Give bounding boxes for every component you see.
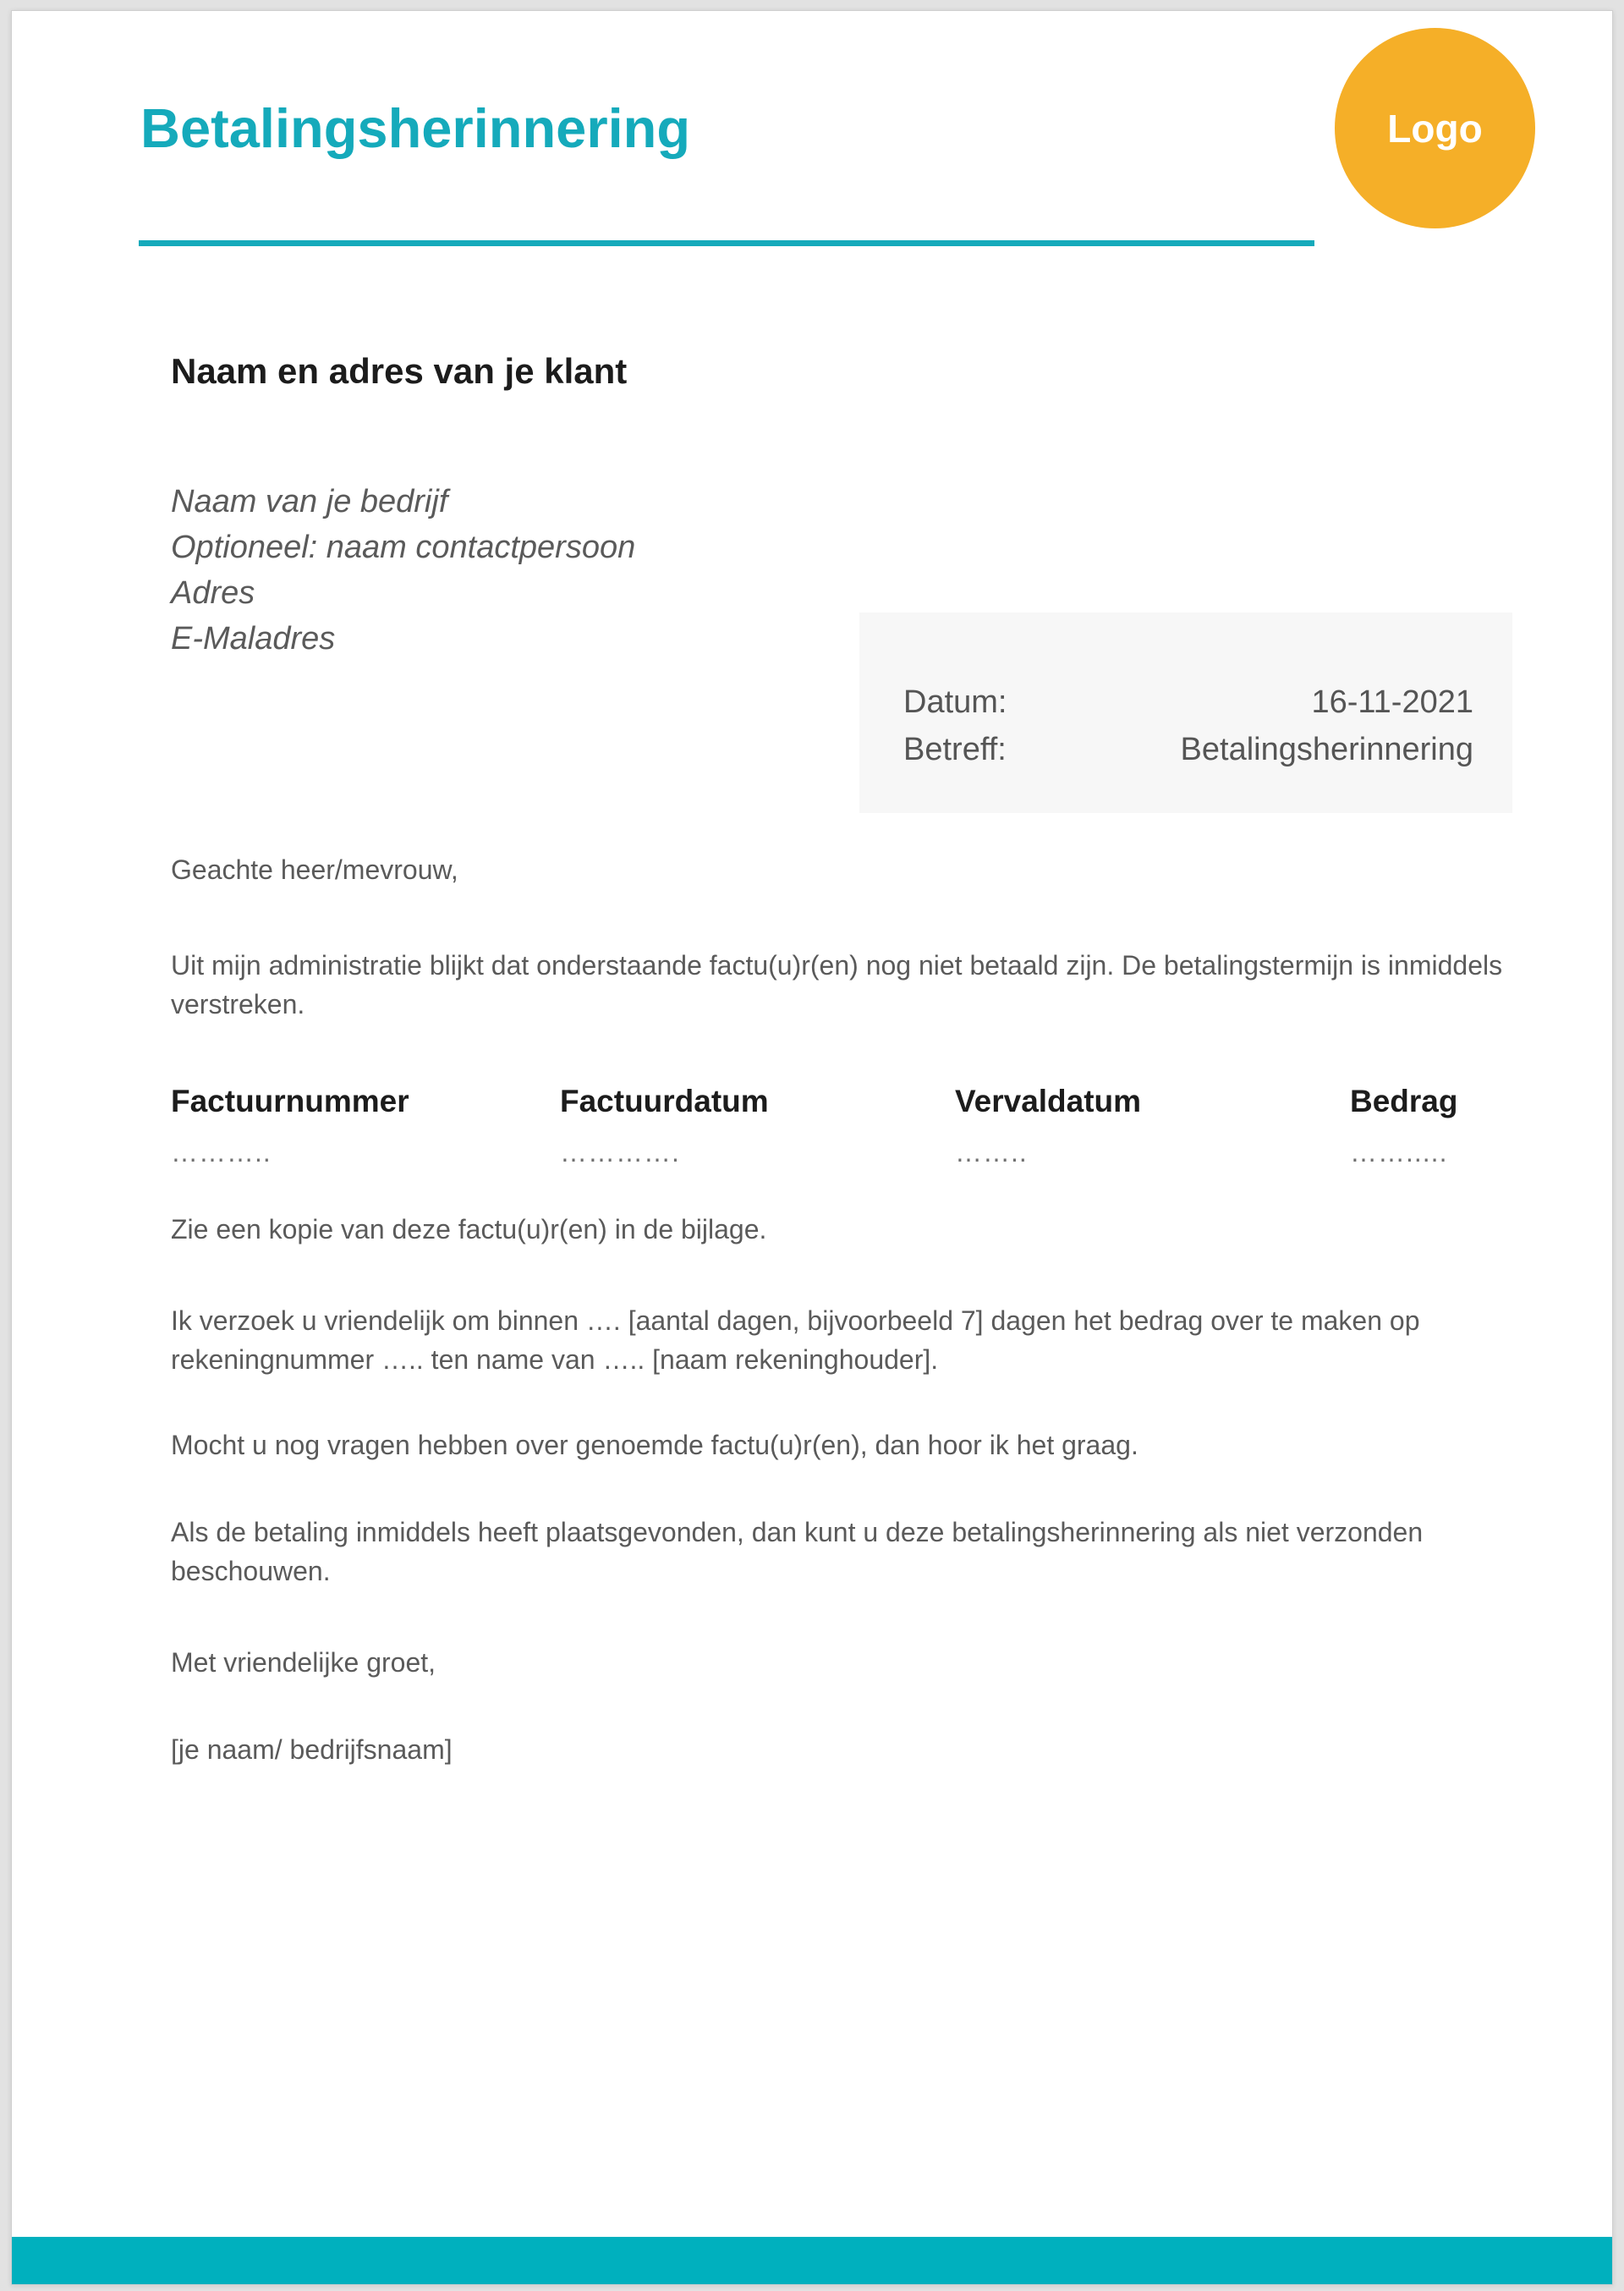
meta-label-datum: Datum: (903, 684, 1007, 720)
meta-label-betreff: Betreff: (903, 732, 1007, 767)
placeholder-bedrag: ……..... (1350, 1137, 1448, 1167)
meta-row-datum (903, 679, 1473, 726)
salutation-text: Geachte heer/mevrouw, (171, 854, 458, 885)
meta-value-betreff: Betalingsherinnering (1180, 732, 1473, 767)
placeholder-vervaldatum: …….. (955, 1137, 1028, 1167)
letter-page (11, 10, 1613, 2285)
recipient-line-email: E-Maladres (171, 621, 336, 657)
meta-box (859, 613, 1512, 813)
placeholder-factuurnummer: ……….. (171, 1137, 272, 1167)
paragraph-vragen: Mocht u nog vragen hebben over genoemde factu(u)r(en), dan hoor ik het graag. (171, 1430, 1138, 1460)
signature-placeholder: [je naam/ bedrijfsnaam] (171, 1734, 453, 1765)
logo-badge (1335, 28, 1535, 228)
paragraph-reeds-betaald: Als de betaling inmiddels heeft plaatsgevonden, dan kunt u deze betalingsherinnering als niet verzonden beschouwen. (171, 1517, 1424, 1586)
placeholder-factuurdatum: …………. (560, 1137, 680, 1167)
logo-text: Logo (1387, 106, 1483, 151)
column-header-factuurdatum: Factuurdatum (560, 1084, 769, 1118)
page-title: Betalingsherinnering (140, 97, 691, 159)
paragraph-betaalverzoek: Ik verzoek u vriendelijk om binnen …. [aantal dagen, bijvoorbeeld 7] dagen het bedrag over te maken op rekeningnummer ….. ten name van ….. [naam rekeninghouder]. (171, 1305, 1420, 1375)
recipient-line-company: Naam van je bedrijf (171, 484, 448, 519)
meta-value-datum: 16-11-2021 (1311, 684, 1473, 720)
recipient-line-contact: Optioneel: naam contactpersoon (171, 530, 636, 565)
intro-paragraph: Uit mijn administratie blijkt dat onderstaande factu(u)r(en) nog niet betaald zijn. De betalingstermijn is inmiddels verstreken. (171, 950, 1503, 1019)
title-divider (139, 240, 1314, 246)
column-header-vervaldatum: Vervaldatum (955, 1084, 1142, 1118)
meta-row-betreff (903, 726, 1473, 773)
sender-address-block (171, 479, 635, 662)
column-header-bedrag: Bedrag (1350, 1084, 1458, 1118)
closing-text: Met vriendelijke groet, (171, 1647, 436, 1678)
recipient-line-address: Adres (171, 575, 255, 611)
column-header-factuurnummer: Factuurnummer (171, 1084, 409, 1118)
paragraph-bijlage: Zie een kopie van deze factu(u)r(en) in de bijlage. (171, 1214, 767, 1244)
footer-bar (12, 2237, 1612, 2284)
recipient-heading: Naam en adres van je klant (171, 351, 628, 391)
